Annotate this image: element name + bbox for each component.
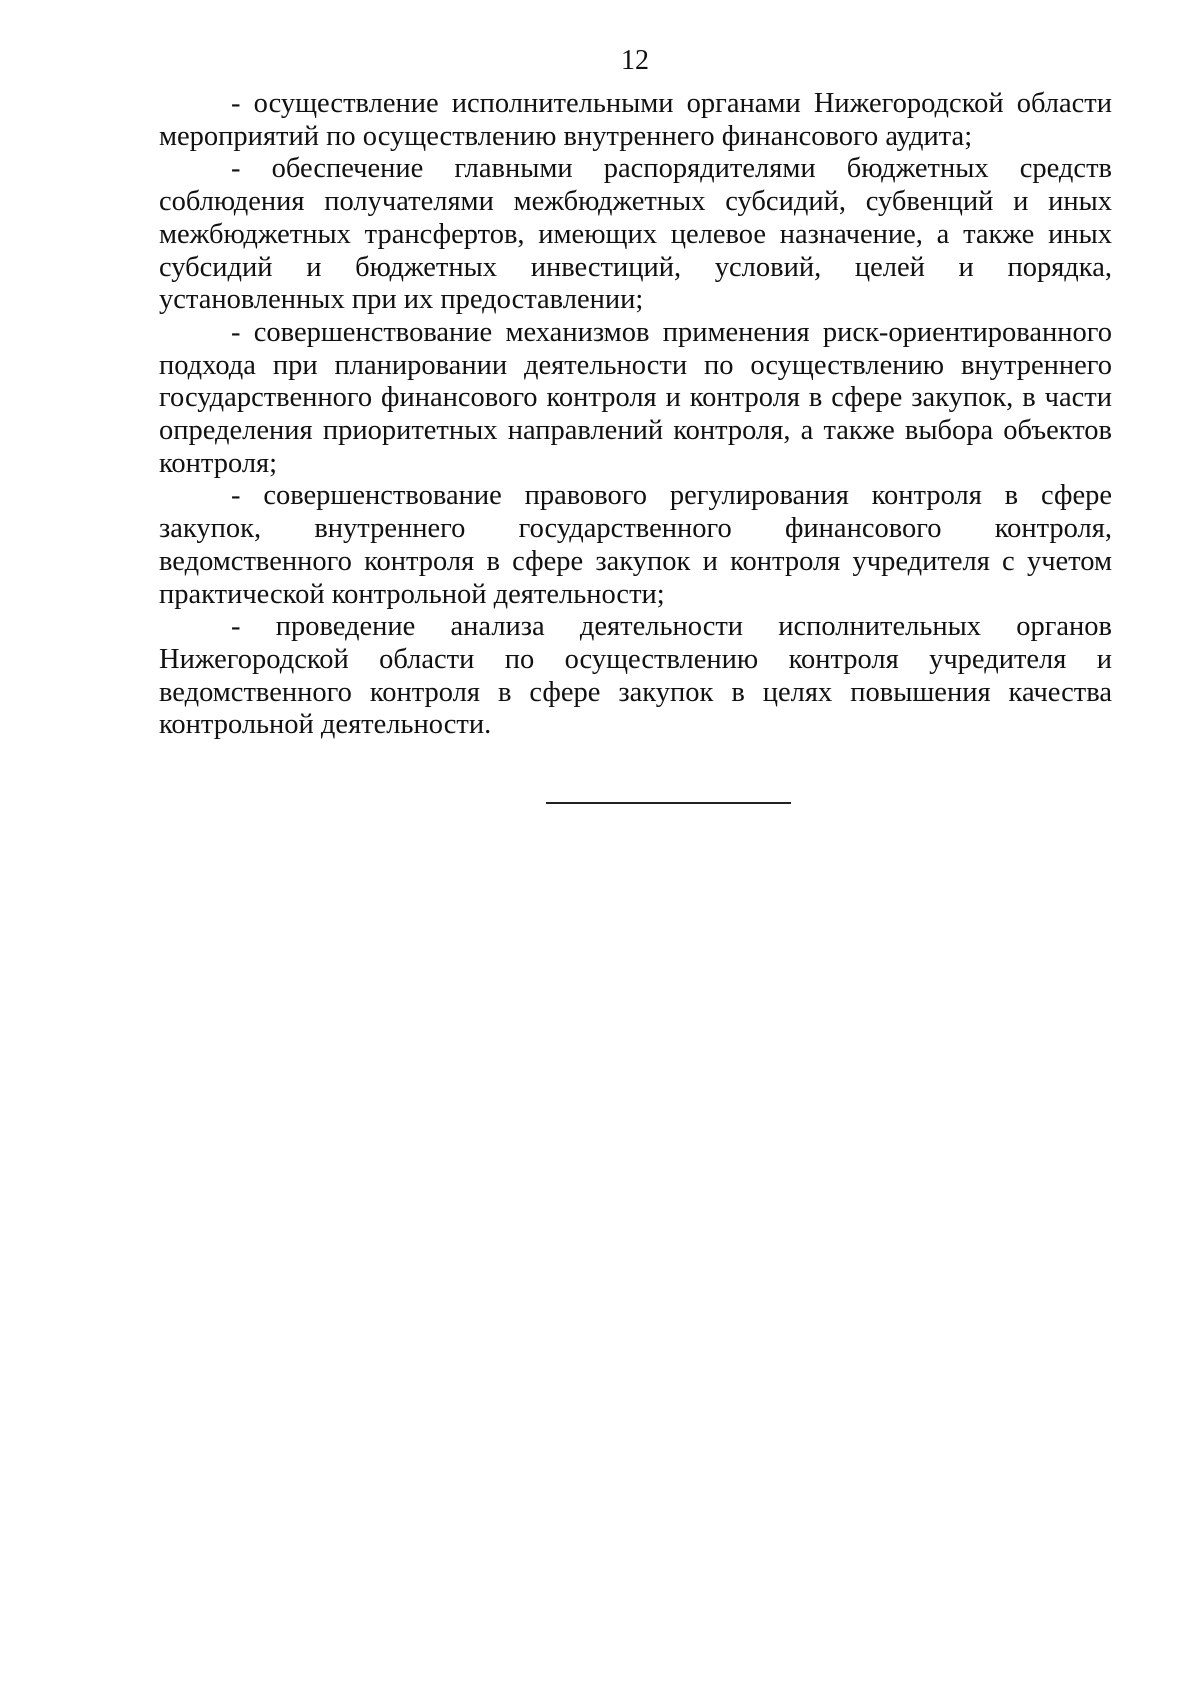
- paragraph-activity-analysis: - проведение анализа деятельности исполнительных органов Нижегородской области по осуществлению контроля учредителя и ведомственного контроля в сфере закупок в целях повышения качества контрольной деятельности.: [159, 611, 1112, 741]
- paragraph-legal-regulation: - совершенствование правового регулирования контроля в сфере закупок, внутреннего государственного финансового контроля, ведомственного контроля в сфере закупок и контроля учредителя с учетом практической контрольной деятельности;: [159, 480, 1112, 610]
- paragraph-risk-oriented-approach: - совершенствование механизмов применения риск-ориентированного подхода при планировании деятельности по осуществлению внутреннего государственного финансового контроля и контроля в сфере закупок, в части определения приоритетных направлений контроля, а также выбора объектов контроля;: [159, 316, 1112, 479]
- page-number: 12: [621, 45, 649, 76]
- document-body: [159, 88, 1112, 742]
- paragraph-internal-audit: - осуществление исполнительными органами Нижегородской области мероприятий по осуществлению внутреннего финансового аудита;: [159, 88, 1112, 152]
- closing-divider-line: [546, 802, 791, 804]
- paragraph-budget-compliance: - обеспечение главными распорядителями бюджетных средств соблюдения получателями межбюджетных субсидий, субвенций и иных межбюджетных трансфертов, имеющих целевое назначение, а также иных субсидий и бюджетных инвестиций, условий, целей и порядка, установленных при их предоставлении;: [159, 153, 1112, 316]
